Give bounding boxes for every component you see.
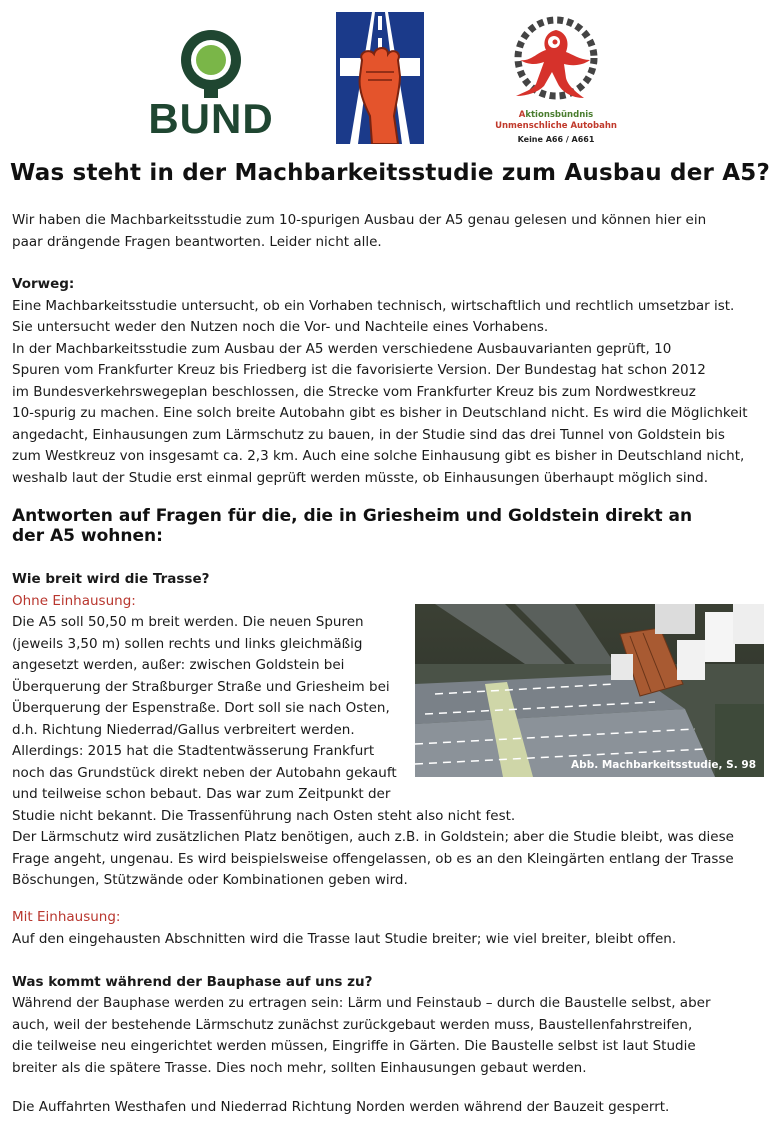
- vorweg-paragraph: [12, 296, 770, 490]
- protest-fist-logo: [336, 12, 424, 144]
- study-figure: [415, 604, 764, 777]
- paragraph-line: breiter als die spätere Trasse. Dies noch mehr, sollten Einhausungen gebaut werden.: [12, 1059, 587, 1076]
- paragraph-line: Frage angeht, ungenau. Es wird beispielsweise offengelassen, ob es an den Kleingärten entlang der Trasse: [12, 850, 734, 867]
- aktionsbuendnis-subtitle: Unmenschliche Autobahn: [495, 121, 617, 131]
- bund-emblem-icon: [146, 28, 276, 98]
- intro-line: paar drängende Fragen beantworten. Leider nicht alle.: [12, 233, 382, 250]
- paragraph-line: d.h. Richtung Niederrad/Gallus verbreitert werden.: [12, 721, 355, 738]
- paragraph-line: Überquerung der Straßburger Straße und Griesheim bei: [12, 678, 390, 695]
- highway-rendering-image: [415, 604, 764, 777]
- ohne-einhausung-paragraph: [12, 612, 404, 806]
- vorweg-line: im Bundesverkehrswegeplan beschlossen, die Strecke vom Frankfurter Kreuz bis zum Nordwestkreuz: [12, 383, 696, 400]
- vorweg-heading: Vorweg:: [12, 276, 75, 292]
- gear-figure-icon: [486, 12, 626, 108]
- mit-einhausung-text: Auf den eingehausten Abschnitten wird die Trasse laut Studie breiter; wie viel breiter, bleibt offen.: [12, 930, 677, 947]
- vorweg-line: weshalb laut der Studie erst einmal geprüft werden müsste, ob Einhausungen überhaupt möglich sind.: [12, 469, 709, 486]
- paragraph-line: auch, weil der bestehende Lärmschutz zunächst zurückgebaut werden muss, Baustellenfahrstreifen,: [12, 1016, 693, 1033]
- vorweg-line: Spuren vom Frankfurter Kreuz bis Friedberg ist die favorisierte Version. Der Bundestag hat schon 2012: [12, 362, 706, 378]
- paragraph-line: noch das Grundstück direkt neben der Autobahn gekauft: [12, 764, 397, 781]
- vorweg-line: Eine Machbarkeitsstudie untersucht, ob ein Vorhaben technisch, wirtschaftlich und rechtlich umsetzbar ist.: [12, 297, 735, 314]
- section-heading: Antworten auf Fragen für die, die in Griesheim und Goldstein direkt an der A5 wohnen:: [12, 506, 693, 546]
- intro-line: Wir haben die Machbarkeitsstudie zum 10-spurigen Ausbau der A5 genau gelesen und können hier ein: [12, 212, 707, 228]
- paragraph-line: und teilweise schon bebaut. Das war zum Zeitpunkt der: [12, 786, 391, 802]
- figure-caption: Abb. Machbarkeitsstudie, S. 98: [571, 759, 756, 771]
- paragraph-line: Studie nicht bekannt. Die Trassenführung nach Osten steht also nicht fest.: [12, 807, 516, 824]
- page-title: Was steht in der Machbarkeitsstudie zum Ausbau der A5?: [9, 160, 771, 186]
- aktionsbuendnis-logo: [486, 12, 626, 150]
- fist-road-icon: [336, 12, 424, 144]
- paragraph-line: Der Lärmschutz wird zusätzlichen Platz benötigen, auch z.B. in Goldstein; aber die Studie bleibt, was diese: [12, 829, 734, 845]
- aktionsbuendnis-name-rest: ktionsbündnis: [525, 110, 594, 120]
- vorweg-line: In der Machbarkeitsstudie zum Ausbau der A5 werden verschiedene Ausbauvarianten geprüft, 10: [12, 340, 672, 357]
- paragraph-line: Die A5 soll 50,50 m breit werden. Die neuen Spuren: [12, 614, 364, 630]
- mit-einhausung-label: Mit Einhausung:: [12, 909, 121, 925]
- aktionsbuendnis-slogan: Keine A66 / A661: [517, 135, 595, 144]
- paragraph-line: angesetzt werden, außer: zwischen Goldstein bei: [12, 657, 345, 673]
- question-trasse: Wie breit wird die Trasse?: [12, 571, 210, 587]
- paragraph-line: Böschungen, Stützwände oder Kombinationen geben wird.: [12, 872, 408, 888]
- paragraph-line: Während der Bauphase werden zu ertragen sein: Lärm und Feinstaub – durch die Baustelle selbst, aber: [12, 995, 711, 1011]
- bund-wordmark: BUND: [148, 95, 274, 142]
- intro-paragraph: [12, 210, 770, 253]
- vorweg-line: 10-spurig zu machen. Eine solch breite Autobahn gibt es bisher in Deutschland nicht. Es wird die Möglichkeit: [12, 405, 748, 421]
- vorweg-line: angedacht, Einhausungen zum Lärmschutz zu bauen, in der Studie sind das drei Tunnel von Goldstein bis: [12, 426, 725, 443]
- vorweg-line: zum Westkreuz von insgesamt ca. 2,3 km. Auch eine solche Einhausung gibt es bisher in Deutschland nicht,: [12, 448, 745, 464]
- aktionsbuendnis-name-initial: A: [518, 110, 526, 120]
- aktionsbuendnis-name: [486, 110, 626, 121]
- logo-bar: [0, 8, 780, 148]
- bund-logo: [146, 28, 276, 143]
- ohne-einhausung-label: Ohne Einhausung:: [12, 592, 136, 609]
- bauphase-paragraph: [12, 993, 770, 1079]
- vorweg-line: Sie untersucht weder den Nutzen noch die Vor- und Nachteile eines Vorhabens.: [12, 319, 549, 335]
- closing-paragraph: Die Auffahrten Westhafen und Niederrad Richtung Norden werden während der Bauzeit gesperrt.: [12, 1099, 670, 1115]
- paragraph-line: Allerdings: 2015 hat die Stadtentwässerung Frankfurt: [12, 743, 375, 759]
- question-bauphase: Was kommt während der Bauphase auf uns zu?: [12, 973, 373, 990]
- paragraph-line: Überquerung der Espenstraße. Dort soll sie nach Osten,: [12, 700, 390, 716]
- ohne-einhausung-paragraph-cont: [12, 806, 770, 892]
- paragraph-line: (jeweils 3,50 m) sollen rechts und links gleichmäßig: [12, 635, 363, 652]
- paragraph-line: die teilweise neu eingerichtet werden müssen, Eingriffe in Gärten. Die Baustelle selbst ist laut Studie: [12, 1038, 696, 1054]
